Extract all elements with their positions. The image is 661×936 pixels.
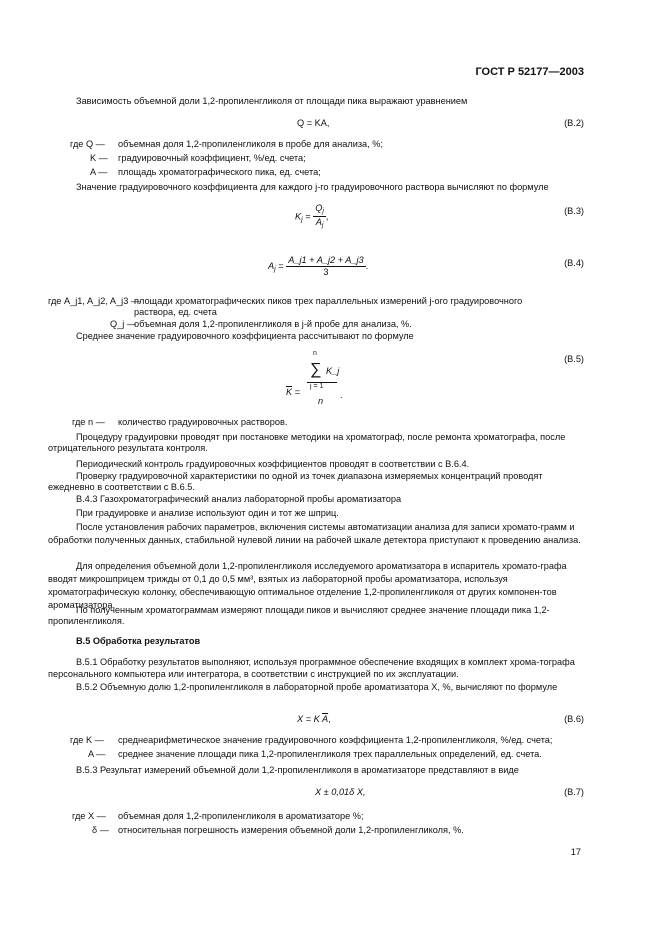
subsection-b43: В.4.3 Газохроматографический анализ лабораторной пробы ароматизатора (76, 494, 402, 504)
paragraph-b52: В.5.2 Объемную долю 1,2-пропиленгликоля в лабораторной пробе ароматизатора X, %, вычисляют по формуле (76, 682, 558, 692)
equation-b3: $K_j$ = $\frac{Q_j}{A_j}$ , (295, 203, 329, 230)
definition-aj-symbol: где A_j1, A_j2, A_j3 — (48, 296, 141, 306)
equation-b3-number: (В.3) (564, 206, 584, 216)
sum-lower-limit: j = 1 (310, 383, 324, 390)
equation-b5-tail: . (340, 390, 343, 400)
page-number: 17 (570, 847, 581, 857)
equation-b7: X ± 0,01δ X, (315, 787, 366, 797)
sum-upper-limit: n (313, 350, 317, 357)
equation-b5-lhs: $\overline{K}$ = (286, 387, 301, 397)
mean-paragraph: Среднее значение градуировочного коэффициента рассчитывают по формуле (76, 331, 414, 341)
intro-paragraph: Зависимость объемной доли 1,2-пропиленгликоля от площади пика выражают уравнением (76, 96, 468, 106)
definition-amean-symbol: A — (88, 749, 106, 759)
definition-n-symbol: где n — (72, 417, 105, 427)
equation-b6: X = K $\overline{A}$, (297, 714, 331, 724)
definition-q-symbol: где Q — (70, 139, 105, 149)
definition-aj-text: площади хроматографических пиков трех параллельных измерений j-ого градуировочного (134, 296, 523, 306)
paragraph-b53: В.5.3 Результат измерений объемной доли 1,2-пропиленгликоля в ароматизаторе представляют в виде (76, 765, 519, 775)
paragraph-b51: В.5.1 Обработку результатов выполняют, используя программное обеспечение входящих в комплект хрома-тографа персонального компьютера или интегратора, в соответствии с инструкцией по их эксплуатации. (48, 657, 575, 679)
paragraph-chromatograms: По полученным хроматограммам измеряют площади пиков и вычисляют среднее значение площади пика 1,2-пропиленгликоля. (48, 605, 550, 627)
definition-x-symbol: где X — (72, 811, 106, 821)
definition-k-symbol: K — (90, 153, 108, 163)
paragraph-procedure: Процедуру градуировки проводят при постановке методики на хроматограф, после ремонта хроматографа, после отрицательного результата контроля. (48, 432, 566, 454)
document-id: ГОСТ Р 52177—2003 (475, 66, 584, 78)
definition-q-text: объемная доля 1,2-пропиленгликоля в пробе для анализа, %; (118, 139, 383, 149)
paragraph-check: Проверку градуировочной характеристики по одной из точек диапазона измеряемых концентраций проводят ежедневно в соответствии с В.6.5. (48, 471, 543, 493)
paragraph-syringe: При градуировке и анализе используют один и тот же шприц. (76, 508, 339, 518)
definition-a-text: площадь хроматографического пика, ед. счета; (118, 167, 321, 177)
equation-b4-number: (В.4) (564, 258, 584, 268)
paragraph-setup: После установления рабочих параметров, включения системы автоматизации анализа для записи хромато-грамм и обработки полученных данных, стабильной нулевой линии на рабочей шкале детектора приступают к проведению анализа. (48, 522, 581, 545)
definition-a-symbol: A — (90, 167, 108, 177)
calibration-paragraph: Значение градуировочного коэффициента для каждого j-го градуировочного раствора вычисляют по формуле (76, 182, 549, 192)
definition-k-text: градуировочный коэффициент, %/ед. счета; (118, 153, 306, 163)
section-heading-b5: В.5 Обработка результатов (76, 636, 201, 646)
paragraph-periodic: Периодический контроль градуировочных коэффициентов проводят в соответствии с В.6.4. (76, 459, 470, 469)
definition-delta-text: относительная погрешность измерения объемной доли 1,2-пропиленгликоля, %. (118, 825, 464, 835)
equation-b4: $A_j$ = $\frac{A\_j1 + A\_j2 + A\_j3}{3}$ . (268, 255, 369, 278)
definition-kmean-text: среднеарифметическое значение градуировочного коэффициента 1,2-пропиленгликоля, %/ед. счета; (118, 735, 553, 745)
equation-b5-number: (В.5) (564, 354, 584, 364)
definition-qj-text: объемная доля 1,2-пропиленгликоля в j-й пробе для анализа, %. (134, 319, 412, 329)
definition-n-text: количество градуировочных растворов. (118, 417, 288, 427)
definition-amean-text: среднее значение площади пика 1,2-пропиленгликоля трех параллельных определений, ед. счета. (118, 749, 542, 759)
sum-term: K_j (326, 366, 340, 376)
definition-x-text: объемная доля 1,2-пропиленгликоля в ароматизаторе %; (118, 811, 364, 821)
definition-kmean-symbol: где K — (70, 735, 104, 745)
equation-b6-number: (В.6) (564, 714, 584, 724)
sum-denominator: n (318, 396, 324, 406)
equation-b2: Q = KA, (297, 118, 330, 128)
paragraph-injection: Для определения объемной доли 1,2-пропиленгликоля исследуемого ароматизатора в испаритель хромато-графа вводят микрошприцем трижды от 0,1 до 0,5 мм³, взятых из лабораторной пробы ароматизатора, используя хроматографическую колонку, обеспечивающую оптимальное отделение 1,2-пропиленгликоля от других компонен-тов ароматизатора. (48, 561, 567, 610)
definition-delta-symbol: δ — (92, 825, 109, 835)
definition-qj-symbol: Q_j — (110, 319, 137, 329)
equation-b2-number: (В.2) (564, 118, 584, 128)
sum-symbol: ∑ (310, 361, 322, 378)
equation-b7-number: (В.7) (564, 787, 584, 797)
definition-aj-text-2: раствора, ед. счета (134, 307, 217, 317)
